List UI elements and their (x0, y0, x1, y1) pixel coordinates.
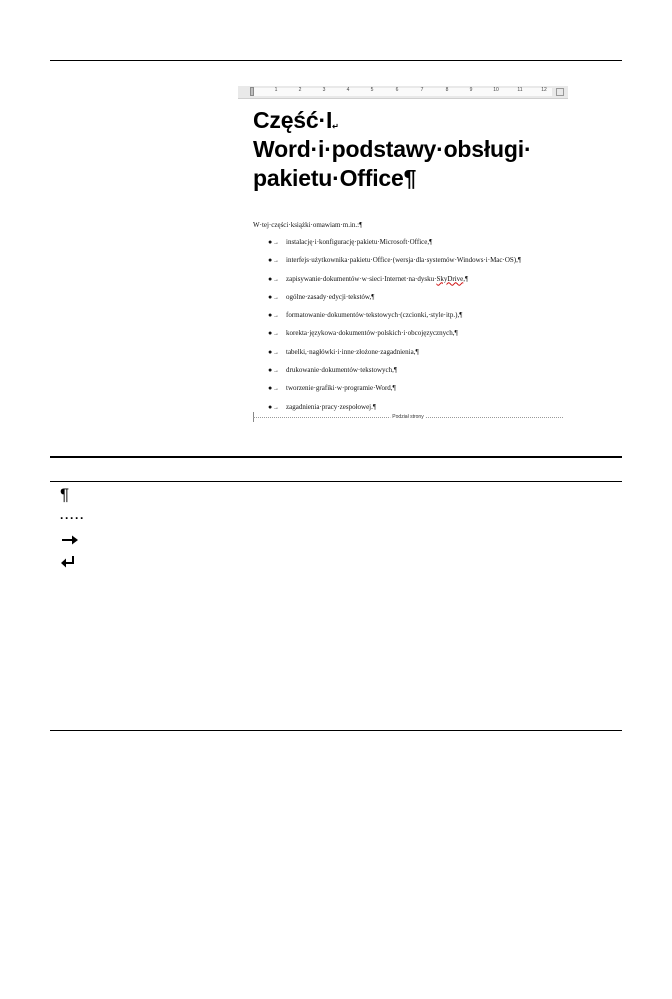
list-item-text: tworzenie·grafiki·w·programie·Word,¶ (286, 384, 396, 393)
list-item (253, 348, 568, 366)
list-item-text: formatowanie·dokumentów·tekstowych·(czcionki,·style·itp.),¶ (286, 311, 463, 320)
tab-arrow-icon: → (273, 313, 279, 320)
list-item (253, 366, 568, 384)
list-item-text: zagadnienia·pracy·zespołowej.¶ (286, 402, 377, 411)
bullet-icon: ● (268, 274, 273, 283)
tab-arrow-icon (60, 533, 90, 551)
horizontal-ruler (238, 86, 568, 99)
list-item-text: korekta·językowa·dokumentów·polskich·i·obcojęzycznych,¶ (286, 329, 458, 338)
tab-arrow-icon: → (273, 294, 279, 301)
list-item-text: interfejs·użytkownika·pakietu·Office·(wersja·dla·systemów·Windows·i·Mac·OS),¶ (286, 256, 522, 265)
heading-line-3: pakietu·Office¶ (253, 165, 417, 191)
word-document-screenshot (238, 86, 568, 436)
bullet-icon: ● (268, 402, 273, 411)
ruler-indent-marker (250, 87, 254, 96)
ruler-number: 3 (322, 87, 326, 93)
list-item-text: tabelki,·nagłówki·i·inne·złożone·zagadnienia,¶ (286, 347, 419, 356)
bullet-icon: ● (268, 238, 273, 246)
heading-line-2: Word·i·podstawy·obsługi· (253, 136, 532, 162)
list-item-text: zapisywanie·dokumentów·w·sieci·Internet·na·dysku· (286, 274, 437, 283)
list-item (253, 384, 568, 402)
bullet-icon: ● (268, 366, 273, 375)
tab-arrow-icon: → (273, 276, 279, 283)
ruler-number: 2 (298, 87, 302, 93)
line-break-arrow-icon (60, 555, 90, 573)
intro-paragraph: W·tej·części·książki·omawiam·m.in.:¶ (253, 221, 363, 229)
page-break-indicator (253, 412, 563, 422)
ruler-number: 11 (517, 87, 523, 93)
page-header-rule (50, 60, 622, 61)
pilcrow-symbol: ¶ (60, 485, 70, 504)
list-item (253, 311, 568, 329)
chapter-heading (253, 106, 563, 193)
tab-arrow-icon: → (273, 404, 279, 411)
table-bottom-rule (50, 730, 622, 731)
tab-arrow-icon: → (273, 386, 279, 393)
list-item-text: drukowanie·dokumentów·tekstowych,¶ (286, 366, 398, 375)
bullet-icon: ● (268, 384, 273, 393)
bullet-icon: ● (268, 292, 273, 301)
tab-arrow-icon: → (273, 349, 279, 356)
list-item (253, 256, 568, 274)
ruler-number: 4 (346, 87, 350, 93)
heading-line-1: Część·I (253, 107, 333, 133)
ruler-number: 8 (445, 87, 449, 93)
ruler-number: 10 (493, 87, 499, 93)
ruler-number: 7 (420, 87, 424, 93)
misspelled-word: SkyDrive (436, 274, 464, 283)
topic-list (253, 238, 568, 421)
table-top-rule (50, 456, 622, 458)
list-item (253, 329, 568, 347)
bullet-icon: ● (268, 329, 273, 338)
tab-arrow-icon: → (273, 331, 279, 338)
ruler-text-area (252, 88, 552, 96)
tab-arrow-icon: → (273, 240, 279, 246)
ruler-number: 5 (370, 87, 374, 93)
bullet-icon: ● (268, 311, 273, 320)
ruler-number: 1 (274, 87, 278, 93)
bullet-icon: ● (268, 347, 273, 356)
table-header-rule (50, 481, 622, 482)
bullet-icon: ● (268, 256, 273, 265)
ruler-end-marker (556, 88, 564, 96)
line-break-mark: ↵ (332, 122, 339, 131)
list-item (253, 293, 568, 311)
page-break-label: Podział strony (392, 414, 424, 420)
list-item-text: ogólne·zasady·edycji·tekstów,¶ (286, 292, 375, 301)
list-item (253, 275, 568, 293)
list-item (253, 238, 568, 256)
ruler-number: 9 (469, 87, 473, 93)
space-dots-symbol: ····· (60, 511, 85, 525)
ruler-number: 12 (541, 87, 547, 93)
tab-arrow-icon: → (273, 368, 279, 375)
ruler-number: 6 (395, 87, 399, 93)
list-item-text: instalację·i·konfigurację·pakietu·Microsoft·Office,¶ (286, 238, 433, 246)
list-item-text-end: ,¶ (463, 274, 469, 283)
tab-arrow-icon: → (273, 258, 279, 265)
